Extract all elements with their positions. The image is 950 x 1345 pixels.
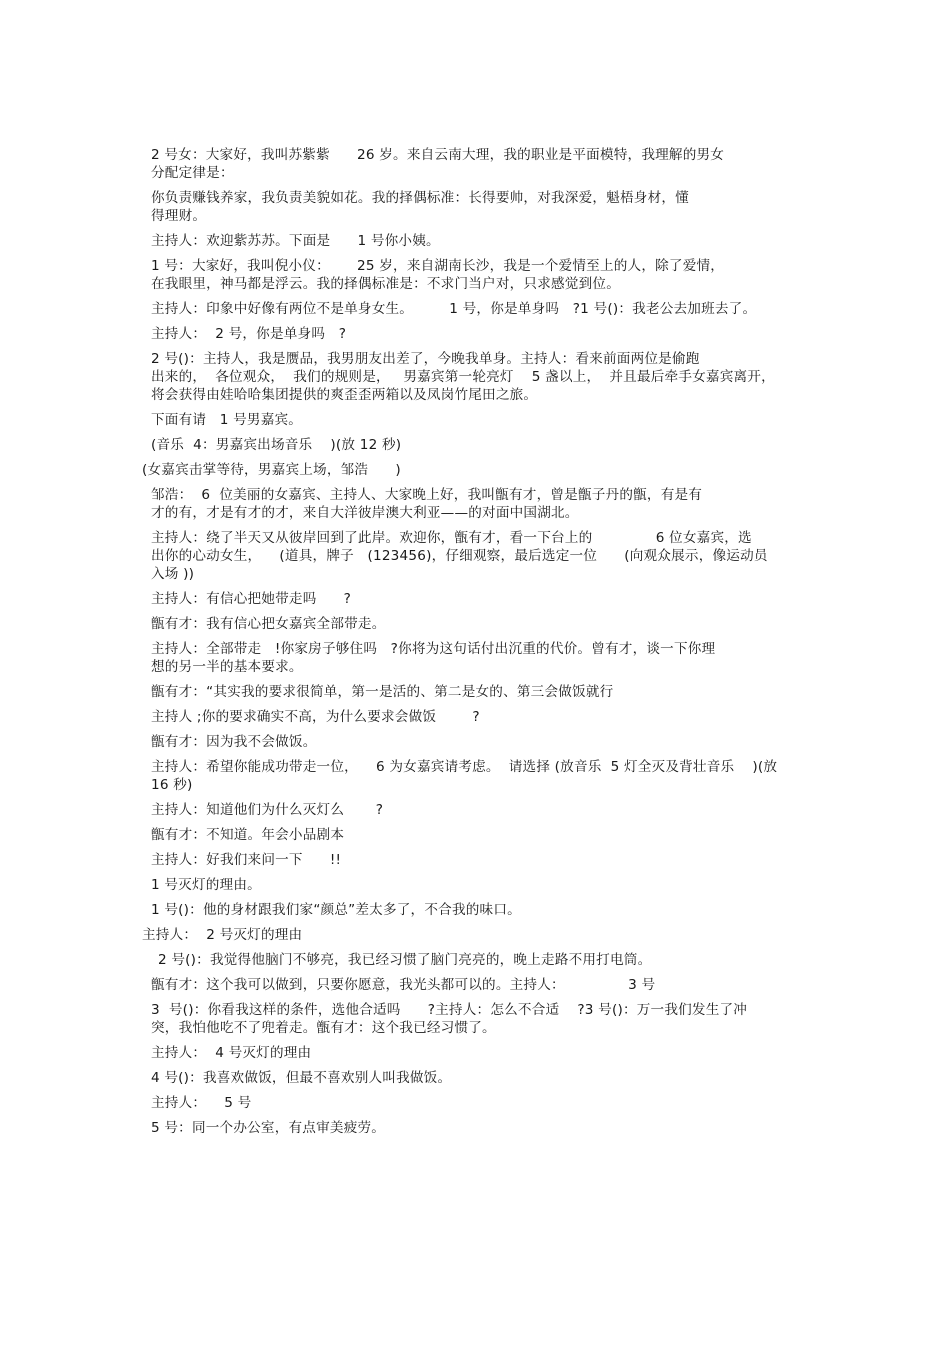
text-line: 甑有才：这个我可以做到，只要你愿意，我光头都可以的。主持人： 3 号 xyxy=(151,977,656,993)
text-line: 得理财。 xyxy=(151,208,207,224)
text-line: 1 号：大家好，我叫倪小仪： 25 岁，来自湖南长沙，我是一个爱情至上的人，除了爱情， xyxy=(151,258,725,274)
paragraph-gap xyxy=(142,225,814,232)
text-line: (女嘉宾击掌等待，男嘉宾上场，邹浩 ) xyxy=(142,462,401,478)
text-line: 下面有请 1 号男嘉宾。 xyxy=(151,412,303,428)
text-line: 才的有，才是有才的才，来自大洋彼岸澳大利亚——的对面中国湖北。 xyxy=(151,505,579,521)
text-line: 主持人：好我们来问一下 !! xyxy=(151,852,342,868)
paragraph xyxy=(142,486,814,522)
text-line: 1 号()：他的身材跟我们家“颜总”差太多了，不合我的味口。 xyxy=(151,902,521,918)
paragraph xyxy=(142,926,814,944)
text-line: 在我眼里，神马都是浮云。我的择偶标准是：不求门当户对，只求感觉到位。 xyxy=(151,276,620,292)
paragraph xyxy=(142,350,814,404)
paragraph-gap xyxy=(142,250,814,257)
text-line: 2 号女：大家好，我叫苏紫紫 26 岁。来自云南大理，我的职业是平面模特，我理解的男女 xyxy=(151,147,725,163)
text-line: 2 号()：我觉得他脑门不够亮，我已经习惯了脑门亮亮的，晚上走路不用打电筒。 xyxy=(158,952,652,968)
paragraph xyxy=(142,590,814,608)
text-line: 4 号()：我喜欢做饭，但最不喜欢别人叫我做饭。 xyxy=(151,1070,452,1086)
paragraph-gap xyxy=(142,608,814,615)
paragraph xyxy=(142,876,814,894)
paragraph-gap xyxy=(142,701,814,708)
text-line: 甑有才：我有信心把女嘉宾全部带走。 xyxy=(151,616,386,632)
paragraph xyxy=(142,683,814,701)
paragraph xyxy=(142,801,814,819)
paragraph xyxy=(142,733,814,751)
text-line: 主持人： 2 号，你是单身吗 ? xyxy=(151,326,347,342)
paragraph-gap xyxy=(142,293,814,300)
paragraph xyxy=(142,529,814,583)
text-line: 主持人：全部带走 !你家房子够住吗 ?你将为这句话付出沉重的代价。曾有才，谈一下你理 xyxy=(151,641,716,657)
paragraph xyxy=(142,640,814,676)
paragraph-gap xyxy=(142,751,814,758)
paragraph-gap xyxy=(142,994,814,1001)
paragraph xyxy=(142,1001,814,1037)
paragraph-gap xyxy=(142,944,814,951)
text-line: 突，我怕他吃不了兜着走。甑有才：这个我已经习惯了。 xyxy=(151,1020,496,1036)
paragraph-gap xyxy=(142,1112,814,1119)
text-line: 3 号()：你看我这样的条件，选他合适吗 ?主持人：怎么不合适 ?3 号()：万一我们发生了冲 xyxy=(151,1002,748,1018)
paragraph-gap xyxy=(142,919,814,926)
paragraph xyxy=(142,300,814,318)
text-line: 将会获得由娃哈哈集团提供的爽歪歪两箱以及凤岗竹尾田之旅。 xyxy=(151,387,538,403)
text-line: 5 号：同一个办公室，有点审美疲劳。 xyxy=(151,1120,386,1136)
text-line: 甑有才：“其实我的要求很简单，第一是活的、第二是女的、第三会做饭就行 xyxy=(151,684,614,700)
paragraph xyxy=(142,708,814,726)
paragraph xyxy=(142,436,814,454)
paragraph-gap xyxy=(142,343,814,350)
paragraph-gap xyxy=(142,429,814,436)
paragraph xyxy=(142,1069,814,1087)
paragraph-gap xyxy=(142,318,814,325)
paragraph xyxy=(142,976,814,994)
paragraph-gap xyxy=(142,633,814,640)
paragraph-gap xyxy=(142,1062,814,1069)
paragraph-gap xyxy=(142,894,814,901)
text-line: 主持人：有信心把她带走吗 ? xyxy=(151,591,352,607)
text-line: 出你的心动女生， (道具，牌子 (123456)，仔细观察，最后选定一位 (向观众展示，像运动员 xyxy=(151,548,768,564)
paragraph xyxy=(142,851,814,869)
text-line: 主持人：希望你能成功带走一位， 6 为女嘉宾请考虑。 请选择 (放音乐 5 灯全灭及背壮音乐 )(放 xyxy=(151,759,778,775)
paragraph-gap xyxy=(142,844,814,851)
text-line: 你负责赚钱养家，我负责美貌如花。我的择偶标准：长得要帅，对我深爱，魁梧身材，懂 xyxy=(151,190,689,206)
paragraph xyxy=(142,189,814,225)
paragraph-gap xyxy=(142,479,814,486)
text-line: 入场 )) xyxy=(151,566,195,582)
paragraph xyxy=(142,1044,814,1062)
paragraph-gap xyxy=(142,182,814,189)
paragraph xyxy=(142,901,814,919)
paragraph xyxy=(142,257,814,293)
paragraph-gap xyxy=(142,676,814,683)
paragraph-gap xyxy=(142,1087,814,1094)
paragraph-gap xyxy=(142,726,814,733)
paragraph-gap xyxy=(142,404,814,411)
paragraph xyxy=(142,951,814,969)
paragraph xyxy=(142,615,814,633)
text-line: 想的另一半的基本要求。 xyxy=(151,659,303,675)
paragraph xyxy=(142,826,814,844)
paragraph-gap xyxy=(142,794,814,801)
paragraph-gap xyxy=(142,583,814,590)
text-line: 主持人：印象中好像有两位不是单身女生。 1 号，你是单身吗 ?1 号()：我老公去加班去了。 xyxy=(151,301,757,317)
text-line: 16 秒) xyxy=(151,777,193,793)
text-line: 主持人： 4 号灭灯的理由 xyxy=(151,1045,312,1061)
paragraph-gap xyxy=(142,869,814,876)
text-line: 甑有才：不知道。年会小品剧本 xyxy=(151,827,345,843)
paragraph xyxy=(142,758,814,794)
text-line: (音乐 4：男嘉宾出场音乐 )(放 12 秒) xyxy=(151,437,402,453)
text-line: 主持人：欢迎紫苏苏。下面是 1 号你小姨。 xyxy=(151,233,440,249)
paragraph xyxy=(142,411,814,429)
text-line: 主持人：绕了半天又从彼岸回到了此岸。欢迎你，甑有才，看一下台上的 6 位女嘉宾，选 xyxy=(151,530,752,546)
text-line: 甑有才：因为我不会做饭。 xyxy=(151,734,317,750)
paragraph xyxy=(142,1094,814,1112)
paragraph xyxy=(142,146,814,182)
paragraph xyxy=(142,232,814,250)
text-line: 1 号灭灯的理由。 xyxy=(151,877,261,893)
text-line: 出来的， 各位观众， 我们的规则是， 男嘉宾第一轮亮灯 5 盏以上， 并且最后牵手女嘉宾离开， xyxy=(151,369,775,385)
text-line: 主持人： 5 号 xyxy=(151,1095,252,1111)
paragraph-gap xyxy=(142,1137,814,1144)
text-line: 分配定律是： xyxy=(151,165,234,181)
paragraph-gap xyxy=(142,969,814,976)
text-line: 主持人： 2 号灭灯的理由 xyxy=(142,927,303,943)
text-line: 主持人 ;你的要求确实不高，为什么要求会做饭 ? xyxy=(151,709,480,725)
paragraph-gap xyxy=(142,454,814,461)
paragraph xyxy=(142,325,814,343)
script-text-body xyxy=(142,146,814,1144)
paragraph-gap xyxy=(142,522,814,529)
paragraph xyxy=(142,461,814,479)
text-line: 邹浩： 6 位美丽的女嘉宾、主持人、大家晚上好，我叫甑有才，曾是甑子丹的甑，有是有 xyxy=(151,487,703,503)
text-line: 2 号()：主持人，我是赝品，我男朋友出差了，今晚我单身。主持人：看来前面两位是偷跑 xyxy=(151,351,700,367)
paragraph-gap xyxy=(142,819,814,826)
paragraph xyxy=(142,1119,814,1137)
paragraph-gap xyxy=(142,1037,814,1044)
text-line: 主持人：知道他们为什么灭灯么 ? xyxy=(151,802,384,818)
